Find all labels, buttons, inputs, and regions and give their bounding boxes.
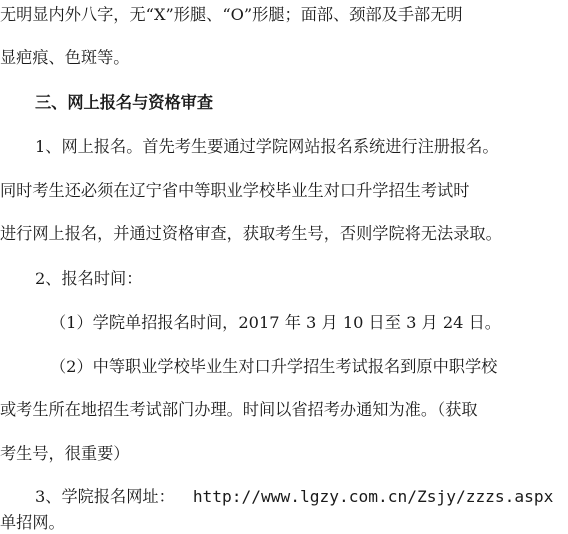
website-label: 3、学院报名网址：	[35, 487, 175, 506]
paragraph-2-title: 2、报名时间：	[35, 269, 143, 288]
paragraph-2-item-2-line-1: （2）中等职业学校毕业生对口升学招生考试报名到原中职学校	[50, 357, 498, 376]
paragraph-2-item-2-line-2: 或考生所在地招生考试部门办理。时间以省招考办通知为准。（获取	[0, 400, 478, 419]
paragraph-1-line-1: 1、网上报名。首先考生要通过学院网站报名系统进行注册报名。	[35, 137, 499, 156]
text-line-1: 无明显内外八字，无“X”形腿、“O”形腿；面部、颈部及手部无明	[0, 5, 463, 24]
paragraph-3-line-1	[35, 486, 553, 508]
paragraph-1-line-2: 同时考生还必须在辽宁省中等职业学校毕业生对口升学招生考试时	[0, 181, 470, 200]
paragraph-1-line-3: 进行网上报名，并通过资格审查，获取考生号，否则学院将无法录取。	[0, 224, 502, 243]
paragraph-2-item-1: （1）学院单招报名时间，2017 年 3 月 10 日至 3 月 24 日。	[50, 313, 501, 332]
text-line-2: 显疤痕、色斑等。	[0, 48, 130, 67]
paragraph-3-line-2: 单招网。	[0, 513, 65, 532]
website-url[interactable]: http://www.lgzy.com.cn/Zsjy/zzzs.aspx	[192, 487, 554, 506]
paragraph-2-item-2-line-3: 考生号，很重要）	[0, 444, 130, 463]
section-heading: 三、网上报名与资格审查	[35, 93, 214, 112]
